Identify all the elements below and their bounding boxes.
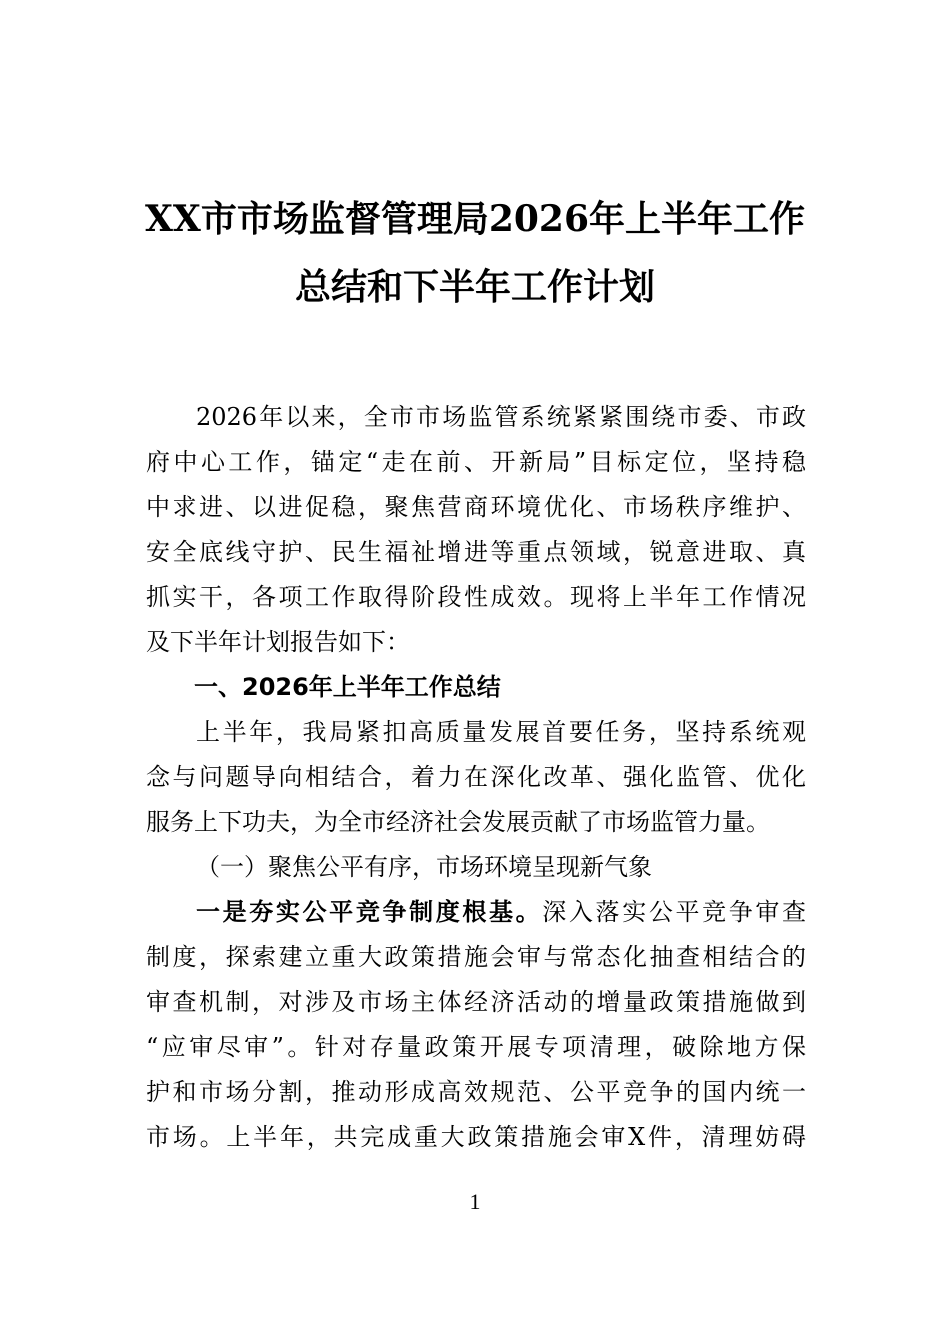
item-1-first-line (196, 896, 806, 928)
summary-line: 上半年，我局紧扣高质量发展首要任务，坚持系统观 (196, 718, 806, 746)
document-title-line-2: 总结和下半年工作计划 (294, 266, 655, 308)
item-1-first-rest: 深入落实公平竞争审查 (542, 898, 807, 926)
item-1-line: “应审尽审”。针对存量政策开展专项清理，破除地方保 (146, 1033, 806, 1061)
intro-line: 及下半年计划报告如下： (146, 628, 410, 656)
section-heading-2: （一）聚焦公平有序，市场环境呈现新气象 (196, 853, 652, 881)
summary-line: 念与问题导向相结合，着力在深化改革、强化监管、优化 (146, 763, 806, 791)
intro-line: 抓实干，各项工作取得阶段性成效。现将上半年工作情况 (146, 583, 806, 611)
intro-line: 中求进、以进促稳，聚焦营商环境优化、市场秩序维护、 (146, 493, 806, 521)
item-1-line: 市场。上半年，共完成重大政策措施会审X件，清理妨碍 (146, 1123, 806, 1151)
document-title-line-1: XX市市场监督管理局2026年上半年工作 (144, 198, 806, 240)
intro-line: 安全底线守护、民生福祉增进等重点领域，锐意进取、真 (146, 538, 806, 566)
item-1-line: 护和市场分割，推动形成高效规范、公平竞争的国内统一 (146, 1078, 806, 1106)
item-1-line: 制度，探索建立重大政策措施会审与常态化抽查相结合的 (146, 943, 806, 971)
intro-line: 2026年以来，全市市场监管系统紧紧围绕市委、市政 (196, 403, 806, 431)
item-1-line: 审查机制，对涉及市场主体经济活动的增量政策措施做到 (146, 988, 806, 1016)
page-number: 1 (469, 1189, 481, 1214)
item-1-lead-bold: 一是夯实公平竞争制度根基。 (196, 898, 543, 926)
summary-line: 服务上下功夫，为全市经济社会发展贡献了市场监管力量。 (146, 808, 770, 836)
section-heading-1: 一、2026年上半年工作总结 (194, 673, 501, 701)
intro-line: 府中心工作，锚定“走在前、开新局”目标定位，坚持稳 (146, 448, 806, 476)
